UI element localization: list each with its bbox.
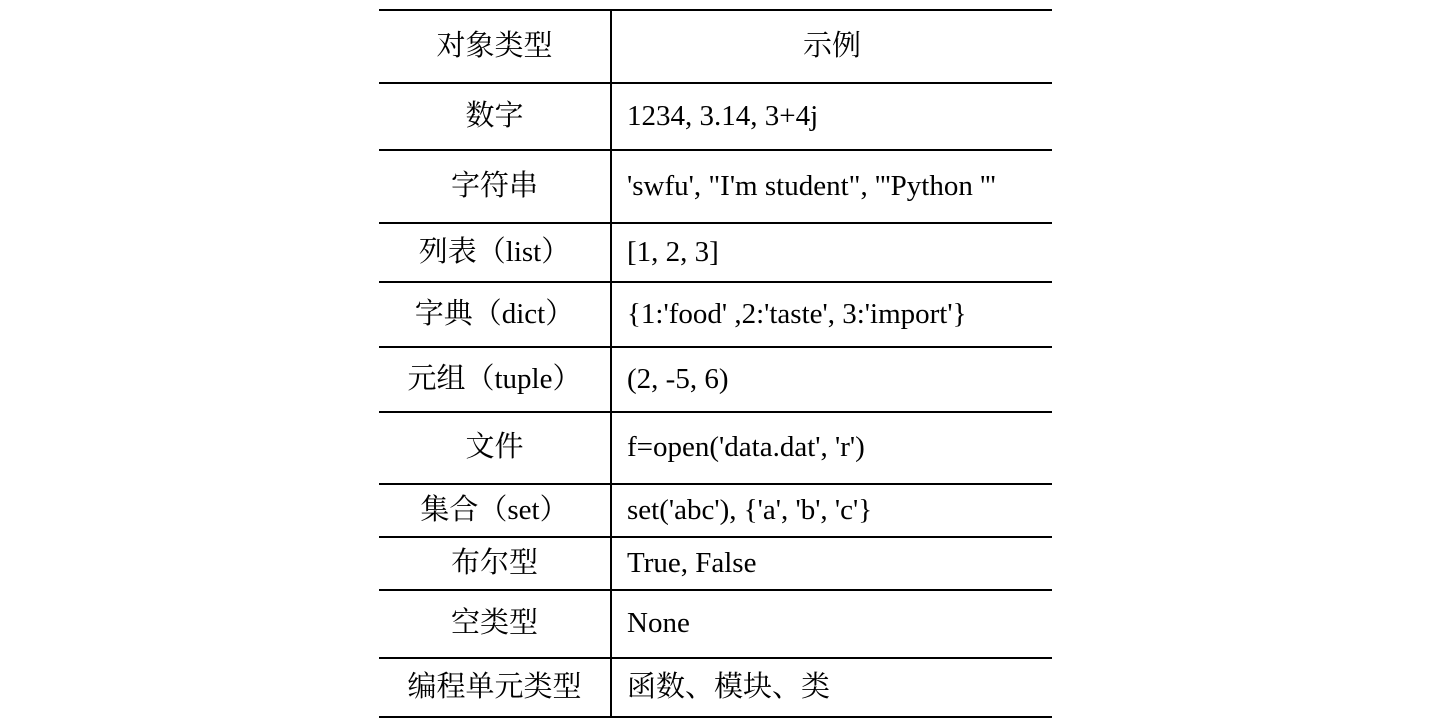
type-cell: 列表（list）	[379, 223, 611, 282]
object-types-table-container	[379, 9, 1052, 718]
example-cell: 1234, 3.14, 3+4j	[627, 99, 819, 132]
example-cell: None	[627, 607, 690, 640]
table-row	[379, 412, 1052, 484]
example-cell: (2, -5, 6)	[627, 362, 729, 395]
example-cell: f=open('data.dat', 'r')	[627, 431, 865, 464]
example-cell: {1:'food' ,2:'taste', 3:'import'}	[627, 297, 967, 330]
table-row	[379, 658, 1052, 717]
type-cell: 集合（set）	[379, 484, 611, 537]
example-cell: 'swfu', "I'm student", '''Python '''	[627, 169, 996, 202]
table-row	[379, 150, 1052, 223]
header-object-type: 对象类型	[379, 10, 611, 83]
table-row	[379, 590, 1052, 658]
example-cell: [1, 2, 3]	[627, 235, 719, 268]
type-cell: 空类型	[379, 590, 611, 658]
type-cell: 布尔型	[379, 537, 611, 590]
type-cell: 编程单元类型	[379, 658, 611, 717]
header-example: 示例	[802, 29, 861, 62]
table-row	[379, 83, 1052, 150]
type-cell: 字典（dict）	[379, 282, 611, 347]
table-row	[379, 484, 1052, 537]
table-row	[379, 282, 1052, 347]
object-types-table	[379, 9, 1052, 718]
example-cell: True, False	[627, 546, 757, 579]
type-cell: 字符串	[379, 150, 611, 223]
type-cell: 数字	[379, 83, 611, 150]
example-cell: 函数、模块、类	[627, 670, 831, 703]
table-row	[379, 223, 1052, 282]
table-row	[379, 347, 1052, 412]
type-cell: 元组（tuple）	[379, 347, 611, 412]
example-cell: set('abc'), {'a', 'b', 'c'}	[627, 493, 873, 526]
table-header-row	[379, 10, 1052, 83]
table-row	[379, 537, 1052, 590]
type-cell: 文件	[379, 412, 611, 484]
